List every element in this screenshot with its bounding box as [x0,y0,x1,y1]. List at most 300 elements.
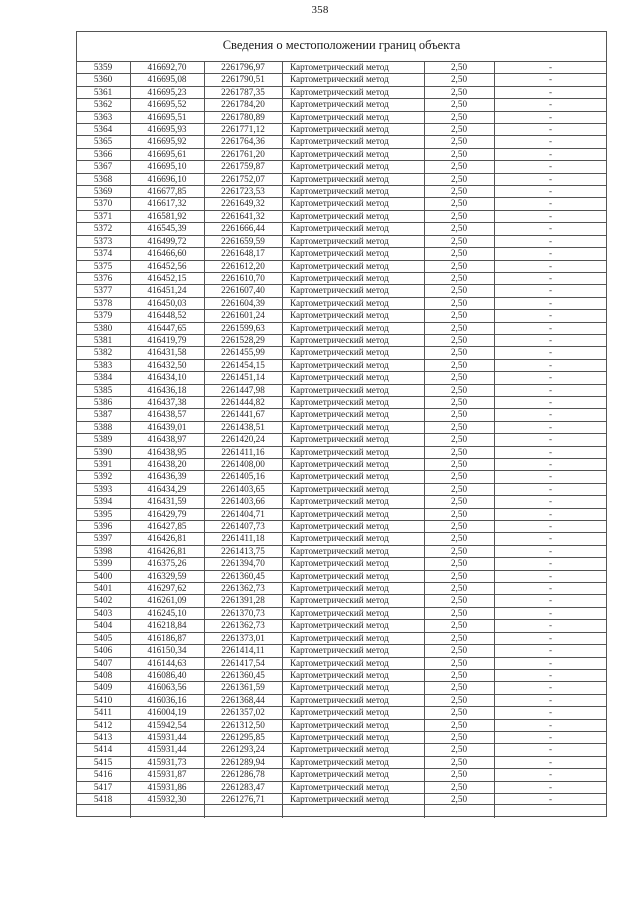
table-row [76,148,607,160]
method-cell: Картометрический метод [290,99,389,110]
y-coordinate-cell: 2261796,97 [221,62,265,72]
x-coordinate-cell: 415942,54 [147,719,187,730]
table-row [76,545,607,557]
accuracy-cell: 2,50 [450,409,468,420]
accuracy-cell: 2,50 [450,521,468,532]
x-coordinate-cell: 416451,24 [147,285,187,296]
y-coordinate-cell: 2261451,14 [221,372,265,383]
accuracy-cell: 2,50 [450,707,468,718]
point-number-cell: 5388 [93,421,113,432]
accuracy-cell: 2,50 [450,793,468,804]
accuracy-cell: 2,50 [450,682,468,693]
table-row [76,644,607,656]
x-coordinate-cell: 416438,97 [147,434,187,445]
x-coordinate-cell: 415931,87 [147,769,187,780]
y-coordinate-cell: 2261771,12 [221,124,265,135]
description-cell: - [548,607,553,618]
point-number-cell: 5404 [93,620,113,631]
accuracy-cell: 2,50 [450,272,468,283]
method-cell: Картометрический метод [290,521,389,532]
x-coordinate-cell: 416431,58 [147,347,187,358]
y-coordinate-cell: 2261666,44 [221,223,265,234]
point-number-cell: 5374 [93,248,113,259]
x-coordinate-cell: 416499,72 [147,235,187,246]
y-coordinate-cell: 2261413,75 [221,545,265,556]
x-coordinate-cell: 416426,81 [147,545,187,556]
accuracy-cell: 2,50 [450,694,468,705]
y-coordinate-cell: 2261759,87 [221,161,265,172]
point-number-cell: 5365 [93,136,113,147]
y-coordinate-cell: 2261441,67 [221,409,265,420]
point-number-cell: 5361 [93,86,113,97]
table-row [76,495,607,507]
method-cell: Картометрический метод [290,446,389,457]
x-coordinate-cell: 416545,39 [147,223,187,234]
method-cell: Картометрический метод [290,496,389,507]
table-row [76,657,607,669]
method-cell: Картометрический метод [290,384,389,395]
description-cell: - [548,669,553,680]
table-row [76,111,607,123]
method-cell: Картометрический метод [290,632,389,643]
y-coordinate-cell: 2261404,71 [221,508,265,519]
x-coordinate-cell: 416677,85 [147,186,187,197]
table-row [76,532,607,544]
method-cell: Картометрический метод [290,657,389,668]
y-coordinate-cell: 2261283,47 [221,781,265,792]
method-cell: Картометрический метод [290,310,389,321]
point-number-cell: 5412 [93,719,113,730]
y-coordinate-cell: 2261289,94 [221,756,265,767]
table-row [76,594,607,606]
description-cell: - [548,496,553,507]
y-coordinate-cell: 2261368,44 [221,694,265,705]
table-row [76,334,607,346]
table-row [76,632,607,644]
coordinates-table [76,61,607,805]
description-cell: - [548,471,553,482]
description-cell: - [548,334,553,345]
point-number-cell: 5415 [93,756,113,767]
accuracy-cell: 2,50 [450,285,468,296]
description-cell: - [548,297,553,308]
table-row [76,371,607,383]
point-number-cell: 5405 [93,632,113,643]
accuracy-cell: 2,50 [450,769,468,780]
accuracy-cell: 2,50 [450,173,468,184]
method-cell: Картометрический метод [290,471,389,482]
table-row [76,309,607,321]
accuracy-cell: 2,50 [450,235,468,246]
description-cell: - [548,769,553,780]
accuracy-cell: 2,50 [450,372,468,383]
description-cell: - [548,781,553,792]
method-cell: Картометрический метод [290,396,389,407]
description-cell: - [548,719,553,730]
y-coordinate-cell: 2261411,16 [221,446,265,457]
accuracy-cell: 2,50 [450,781,468,792]
x-coordinate-cell: 416218,84 [147,620,187,631]
x-coordinate-cell: 416692,70 [147,62,187,72]
y-coordinate-cell: 2261370,73 [221,607,265,618]
x-coordinate-cell: 416436,18 [147,384,187,395]
table-row [76,557,607,569]
x-coordinate-cell: 415932,30 [147,793,187,804]
description-cell: - [548,124,553,135]
accuracy-cell: 2,50 [450,570,468,581]
accuracy-cell: 2,50 [450,632,468,643]
x-coordinate-cell: 416581,92 [147,210,187,221]
x-coordinate-cell: 415931,86 [147,781,187,792]
y-coordinate-cell: 2261599,63 [221,322,265,333]
x-coordinate-cell: 416086,40 [147,669,187,680]
method-cell: Картометрический метод [290,74,389,85]
method-cell: Картометрический метод [290,669,389,680]
table-row [76,706,607,718]
accuracy-cell: 2,50 [450,310,468,321]
description-cell: - [548,136,553,147]
accuracy-cell: 2,50 [450,669,468,680]
description-cell: - [548,793,553,804]
accuracy-cell: 2,50 [450,161,468,172]
method-cell: Картометрический метод [290,210,389,221]
accuracy-cell: 2,50 [450,459,468,469]
description-cell: - [548,86,553,97]
method-cell: Картометрический метод [290,595,389,606]
accuracy-cell: 2,50 [450,99,468,110]
y-coordinate-cell: 2261295,85 [221,731,265,742]
x-coordinate-cell: 416186,87 [147,632,187,643]
description-cell: - [548,558,553,569]
method-cell: Картометрический метод [290,545,389,556]
method-cell: Картометрический метод [290,459,389,469]
point-number-cell: 5395 [93,508,113,519]
table-row [76,421,607,433]
point-number-cell: 5396 [93,521,113,532]
description-cell: - [548,421,553,432]
point-number-cell: 5377 [93,285,113,296]
description-cell: - [548,731,553,742]
point-number-cell: 5379 [93,310,113,321]
accuracy-cell: 2,50 [450,533,468,544]
method-cell: Картометрический метод [290,607,389,618]
y-coordinate-cell: 2261417,54 [221,657,265,668]
x-coordinate-cell: 416695,51 [147,111,187,122]
point-number-cell: 5397 [93,533,113,544]
x-coordinate-cell: 416450,03 [147,297,187,308]
accuracy-cell: 2,50 [450,223,468,234]
y-coordinate-cell: 2261360,45 [221,570,265,581]
point-number-cell: 5390 [93,446,113,457]
y-coordinate-cell: 2261357,02 [221,707,265,718]
y-coordinate-cell: 2261610,70 [221,272,265,283]
y-coordinate-cell: 2261761,20 [221,148,265,159]
y-coordinate-cell: 2261438,51 [221,421,265,432]
method-cell: Картометрический метод [290,186,389,197]
method-cell: Картометрический метод [290,558,389,569]
x-coordinate-cell: 416036,16 [147,694,187,705]
accuracy-cell: 2,50 [450,496,468,507]
point-number-cell: 5411 [93,707,113,718]
description-cell: - [548,310,553,321]
point-number-cell: 5364 [93,124,113,135]
description-cell: - [548,483,553,494]
description-cell: - [548,694,553,705]
accuracy-cell: 2,50 [450,583,468,594]
table-row [76,210,607,222]
table-row [76,297,607,309]
table-row [76,582,607,594]
method-cell: Картометрический метод [290,198,389,209]
table-row [76,433,607,445]
description-cell: - [548,210,553,221]
table-row [76,346,607,358]
accuracy-cell: 2,50 [450,744,468,755]
description-cell: - [548,446,553,457]
table-row [76,731,607,743]
accuracy-cell: 2,50 [450,545,468,556]
x-coordinate-cell: 416329,59 [147,570,187,581]
table-row [76,508,607,520]
method-cell: Картометрический метод [290,707,389,718]
x-coordinate-cell: 416434,10 [147,372,187,383]
description-cell: - [548,620,553,631]
method-cell: Картометрический метод [290,372,389,383]
method-cell: Картометрический метод [290,781,389,792]
point-number-cell: 5417 [93,781,113,792]
x-coordinate-cell: 416261,09 [147,595,187,606]
description-cell: - [548,533,553,544]
x-coordinate-cell: 416436,39 [147,471,187,482]
y-coordinate-cell: 2261373,01 [221,632,265,643]
method-cell: Картометрический метод [290,62,389,72]
table-row [76,322,607,334]
method-cell: Картометрический метод [290,161,389,172]
description-cell: - [548,459,553,469]
table-row [76,756,607,768]
description-cell: - [548,111,553,122]
y-coordinate-cell: 2261414,11 [221,645,265,656]
method-cell: Картометрический метод [290,769,389,780]
x-coordinate-cell: 416004,19 [147,707,187,718]
x-coordinate-cell: 416438,95 [147,446,187,457]
x-coordinate-cell: 416695,10 [147,161,187,172]
accuracy-cell: 2,50 [450,111,468,122]
point-number-cell: 5392 [93,471,113,482]
x-coordinate-cell: 416438,57 [147,409,187,420]
x-coordinate-cell: 416150,34 [147,645,187,656]
y-coordinate-cell: 2261411,18 [221,533,265,544]
table-row [76,768,607,780]
accuracy-cell: 2,50 [450,508,468,519]
description-cell: - [548,583,553,594]
accuracy-cell: 2,50 [450,657,468,668]
method-cell: Картометрический метод [290,272,389,283]
y-coordinate-cell: 2261649,32 [221,198,265,209]
table-row [76,247,607,259]
page-number: 358 [311,4,329,16]
x-coordinate-cell: 416431,59 [147,496,187,507]
point-number-cell: 5383 [93,359,113,370]
description-cell: - [548,74,553,85]
description-cell: - [548,322,553,333]
point-number-cell: 5372 [93,223,113,234]
description-cell: - [548,186,553,197]
method-cell: Картометрический метод [290,86,389,97]
description-cell: - [548,359,553,370]
accuracy-cell: 2,50 [450,297,468,308]
description-cell: - [548,223,553,234]
point-number-cell: 5409 [93,682,113,693]
y-coordinate-cell: 2261604,39 [221,297,265,308]
point-number-cell: 5370 [93,198,113,209]
y-coordinate-cell: 2261790,51 [221,74,265,85]
method-cell: Картометрический метод [290,719,389,730]
y-coordinate-cell: 2261455,99 [221,347,265,358]
point-number-cell: 5403 [93,607,113,618]
table-row [76,483,607,495]
x-coordinate-cell: 416375,26 [147,558,187,569]
accuracy-cell: 2,50 [450,198,468,209]
point-number-cell: 5381 [93,334,113,345]
y-coordinate-cell: 2261293,24 [221,744,265,755]
x-coordinate-cell: 416695,08 [147,74,187,85]
table-row [76,197,607,209]
description-cell: - [548,434,553,445]
description-cell: - [548,756,553,767]
x-coordinate-cell: 416695,61 [147,148,187,159]
table-row [76,793,607,805]
point-number-cell: 5376 [93,272,113,283]
x-coordinate-cell: 416429,79 [147,508,187,519]
method-cell: Картометрический метод [290,694,389,705]
description-cell: - [548,707,553,718]
y-coordinate-cell: 2261444,82 [221,396,265,407]
point-number-cell: 5406 [93,645,113,656]
y-coordinate-cell: 2261454,15 [221,359,265,370]
description-cell: - [548,521,553,532]
y-coordinate-cell: 2261601,24 [221,310,265,321]
y-coordinate-cell: 2261403,66 [221,496,265,507]
x-coordinate-cell: 416438,20 [147,459,187,469]
description-cell: - [548,545,553,556]
point-number-cell: 5363 [93,111,113,122]
accuracy-cell: 2,50 [450,62,468,72]
method-cell: Картометрический метод [290,793,389,804]
method-cell: Картометрический метод [290,508,389,519]
x-coordinate-cell: 416452,15 [147,272,187,283]
x-coordinate-cell: 416696,10 [147,173,187,184]
table-row [76,359,607,371]
table-row [76,173,607,185]
x-coordinate-cell: 416434,29 [147,483,187,494]
y-coordinate-cell: 2261362,73 [221,620,265,631]
y-coordinate-cell: 2261403,65 [221,483,265,494]
table-row [76,185,607,197]
accuracy-cell: 2,50 [450,421,468,432]
accuracy-cell: 2,50 [450,186,468,197]
x-coordinate-cell: 416144,63 [147,657,187,668]
point-number-cell: 5400 [93,570,113,581]
x-coordinate-cell: 416432,50 [147,359,187,370]
table-row [76,284,607,296]
description-cell: - [548,62,553,72]
method-cell: Картометрический метод [290,124,389,135]
point-number-cell: 5382 [93,347,113,358]
x-coordinate-cell: 416695,52 [147,99,187,110]
y-coordinate-cell: 2261659,59 [221,235,265,246]
table-row [76,98,607,110]
accuracy-cell: 2,50 [450,396,468,407]
accuracy-cell: 2,50 [450,595,468,606]
table-row [76,272,607,284]
description-cell: - [548,657,553,668]
table-row [76,743,607,755]
description-cell: - [548,161,553,172]
point-number-cell: 5387 [93,409,113,420]
accuracy-cell: 2,50 [450,124,468,135]
method-cell: Картометрический метод [290,248,389,259]
table-row [76,123,607,135]
y-coordinate-cell: 2261286,78 [221,769,265,780]
point-number-cell: 5384 [93,372,113,383]
table-row [76,73,607,85]
point-number-cell: 5360 [93,74,113,85]
point-number-cell: 5399 [93,558,113,569]
accuracy-cell: 2,50 [450,620,468,631]
accuracy-cell: 2,50 [450,471,468,482]
table-row [76,446,607,458]
accuracy-cell: 2,50 [450,446,468,457]
point-number-cell: 5418 [93,793,113,804]
x-coordinate-cell: 416427,85 [147,521,187,532]
method-cell: Картометрический метод [290,111,389,122]
method-cell: Картометрический метод [290,570,389,581]
table-row [76,619,607,631]
point-number-cell: 5359 [93,62,113,72]
y-coordinate-cell: 2261405,16 [221,471,265,482]
y-coordinate-cell: 2261764,36 [221,136,265,147]
table-row [76,384,607,396]
table-row [76,719,607,731]
table-row [76,408,607,420]
x-coordinate-cell: 415931,73 [147,756,187,767]
method-cell: Картометрический метод [290,409,389,420]
table-row [76,458,607,470]
description-cell: - [548,396,553,407]
table-row [76,260,607,272]
point-number-cell: 5416 [93,769,113,780]
description-cell: - [548,148,553,159]
point-number-cell: 5398 [93,545,113,556]
table-row [76,135,607,147]
x-coordinate-cell: 416448,52 [147,310,187,321]
accuracy-cell: 2,50 [450,434,468,445]
method-cell: Картометрический метод [290,136,389,147]
table-row [76,781,607,793]
point-number-cell: 5402 [93,595,113,606]
table-row [76,160,607,172]
point-number-cell: 5367 [93,161,113,172]
y-coordinate-cell: 2261780,89 [221,111,265,122]
point-number-cell: 5394 [93,496,113,507]
table-row [76,520,607,532]
point-number-cell: 5401 [93,583,113,594]
point-number-cell: 5369 [93,186,113,197]
y-coordinate-cell: 2261752,07 [221,173,265,184]
description-cell: - [548,508,553,519]
x-coordinate-cell: 416063,56 [147,682,187,693]
